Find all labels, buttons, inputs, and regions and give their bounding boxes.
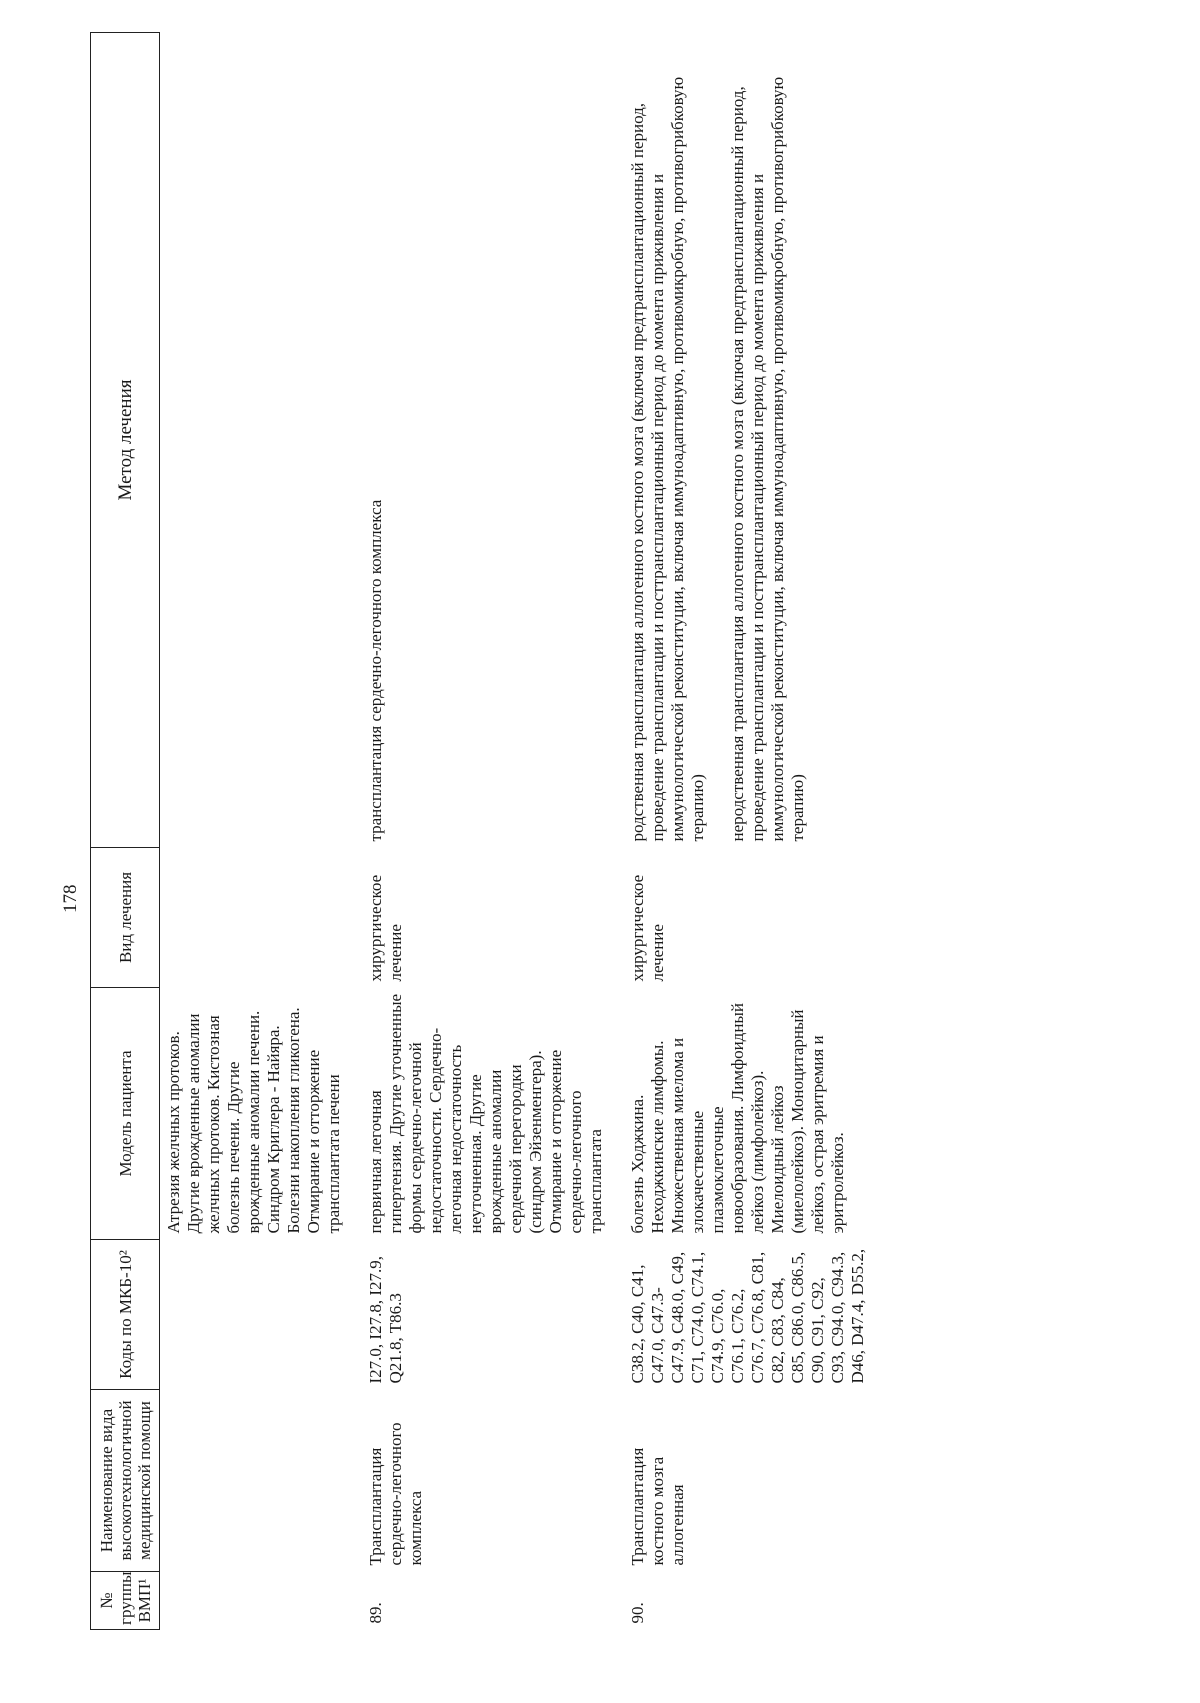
table-row [362, 33, 624, 1630]
patient-model-cell: Атрезия желчных протоков. Другие врожденные аномалии желчных протоков. Кистозная болезнь печени. Другие врожденные аномалии печени. Синдром Криглера - Найяра. Болезни накопления гликогена. Отмирание и отторжение трансплантата печени [164, 1007, 343, 1234]
treatment-method-cell [362, 33, 624, 848]
care-type-name-cell: Трансплантация сердечно-легочного комплекса [366, 1422, 425, 1566]
table-header [91, 33, 160, 1630]
group-number-cell: 89. [366, 1602, 385, 1624]
icd-codes-cell: C38.2, C40, C41, C47.0, C47.3-C47.9, C48.0, C49, C71, C74.0, C74.1, C74.9, C76.0, C76.1, C76.2, C76.7, C76.8, C81, C82, C83, C84, C85, C86.0, C86.5, C90, C91, C92, C93, C94.0, C94.3, D46, D47.4, D55.2, [628, 1248, 867, 1384]
header-treatment-type: Вид лечения [91, 848, 160, 988]
table-row [624, 33, 886, 1630]
treatment-type-cell: хирургическое лечение [628, 874, 667, 982]
page-number: 178 [60, 884, 81, 913]
treatment-method-text: трансплантация сердечно-легочного комплекса [366, 499, 385, 842]
header-patient-model: Модель пациента [91, 988, 160, 1240]
group-number-cell: 90. [628, 1602, 647, 1624]
header-treatment-method: Метод лечения [91, 33, 160, 848]
patient-model-cell: болезнь Ходжкина. Неходжкинские лимфомы. Множественная миелома и злокачественные плазмоклеточные новообразования. Лимфоидный лейкоз (лимфолейкоз). Миелоидный лейкоз (миелолейкоз). Моноцитарный лейкоз, острая эритремия и эритролейкоз. [628, 1003, 847, 1234]
header-group-number: № группы ВМП¹ [91, 1572, 160, 1630]
treatment-type-cell: хирургическое лечение [366, 874, 405, 982]
care-type-name-cell: Трансплантация костного мозга аллогенная [628, 1447, 687, 1566]
patient-model-cell: первичная легочная гипертензия. Другие уточненные формы сердечно-легочной недостаточности. Сердечно-легочная недостаточность неуточненная. Другие врожденные аномалии сердечной перегородки (синдром Эйзенменгера). Отмирание и отторжение сердечно-легочного трансплантата [366, 993, 605, 1234]
table-row [160, 33, 363, 1630]
header-icd-codes: Коды по МКБ-10² [91, 1240, 160, 1390]
treatment-method-text: родственная трансплантация аллогенного костного мозга (включая предтрансплантационный период, проведение трансплантации и посттрансплантационный период до момента приживления и иммунологической реконституции, включая иммуноадаптивную, противомикробную, противогрибковую терапию) [628, 76, 707, 842]
icd-codes-cell: I27.0, I27.8, I27.9, Q21.8, T86.3 [366, 1256, 405, 1384]
header-care-type-name: Наименование вида высокотехнологичной медицинской помощи [91, 1390, 160, 1572]
treatment-method-cell [624, 33, 886, 848]
medical-care-table [90, 32, 886, 1630]
treatment-method-text: неродственная трансплантация аллогенного костного мозга (включая предтрансплантационный период, проведение трансплантации и посттрансплантационный период до момента приживления и иммунологической реконституции, включая иммуноадаптивную, противомикробную, противогрибковую терапию) [728, 76, 807, 842]
